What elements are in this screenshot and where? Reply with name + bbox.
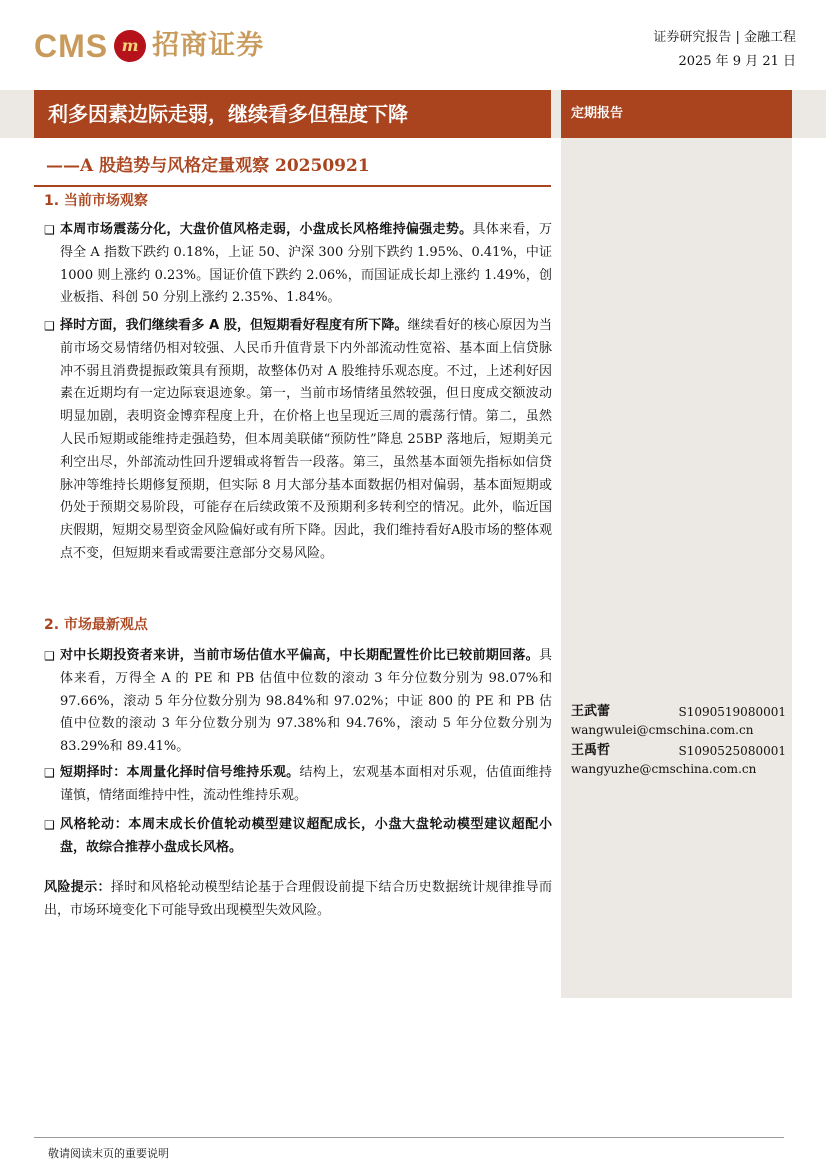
report-date: 2025 年 9 月 21 日 (678, 54, 796, 69)
bullet-body: 继续看好的核心原因为当前市场交易情绪仍相对较强、人民币升值背景下内外部流动性宽裕、基本面上信贷脉冲不弱且消费提振政策具有预期，故整体仍对 A 股维持乐观态度。不过，上述利好因素在近期均有一定边际衰退迹象。第一，当前市场情绪虽然较强，但日度成交额波动明显加剧，表明资金博弈程度上升，在价格上也呈现近三周的震荡行情。第二，虽然人民币短期或能维持走强趋势，但本周美联储“预防性”降息 25BP 落地后，短期美元利空出尽，外部流动性回升逻辑或将暂告一段落。第三，虽然基本面领先指标如信贷脉冲等维持长期修复预期，但实际 8 月大部分基本面数据仍相对偏弱，基本面短期或仍处于预期交易阶段，可能存在后续政策不及预期利多转利空的情况。此外，临近国庆假期，短期交易型资金风险偏好或有所下降。因此，我们维持看好A股市场的整体观点不变，但短期来看或需要注意部分交易风险。 (60, 318, 552, 561)
bullet-body: 具体来看，万得全 A 指数下跌约 0.18%，上证 50、沪深 300 分别下跌约 1.95%、0.41%，中证 1000 则上涨约 0.23%。国证价值下跌约 2.06%，而国证成长却上涨约 1.49%，创业板指、科创 50 分别上涨约 2.35%、1.84%。 (60, 222, 552, 306)
bullet-lead: 对中长期投资者来讲，当前市场估值水平偏高，中长期配置性价比已较前期回落。 (60, 648, 539, 663)
right-sidebar (561, 138, 792, 998)
bullet-lead-label: 风格轮动 (60, 817, 115, 832)
analyst-license: S1090525080001 (678, 744, 786, 758)
risk-label: 风险提示： (44, 880, 111, 895)
bullet-lead: 本周市场震荡分化，大盘价值风格走弱，小盘成长风格维持偏强走势。 (60, 222, 473, 237)
section-heading: 1. 当前市场观察 (44, 193, 148, 209)
risk-warning (44, 877, 552, 923)
analyst-card (571, 703, 786, 739)
logo-mark-icon: m (114, 30, 146, 62)
report-title: 利多因素边际走弱，继续看多但程度下降 (34, 90, 551, 138)
logo-company-name: 招商证券 (152, 30, 265, 61)
analyst-name: 王武蕾 (571, 704, 611, 719)
logo-cms-text: CMS (34, 28, 109, 64)
section2-bullet (44, 762, 552, 808)
checkbox-bullet-icon: ❑ (44, 319, 55, 333)
title-divider (34, 185, 551, 187)
section1-bullet (44, 219, 552, 310)
checkbox-bullet-icon: ❑ (44, 649, 55, 663)
bullet-lead: 短期择时：本周量化择时信号维持乐观。 (60, 765, 300, 780)
section2-bullet (44, 645, 552, 759)
checkbox-bullet-icon: ❑ (44, 766, 55, 780)
analyst-email[interactable]: wangwulei@cmschina.com.cn (571, 723, 754, 737)
section2-bullet (44, 814, 552, 860)
footer-divider (34, 1137, 784, 1138)
analyst-card (571, 742, 786, 778)
bullet-body: 具体来看，万得全 A 的 PE 和 PB 估值中位数的滚动 3 年分位数分别为 98.07%和 97.66%，滚动 5 年分位数分别为 98.84%和 97.02%；中证 800 的 PE 和 PB 估值中位数的滚动 3 年分位数分别为 97.38%和 94.76%，滚动 5 年分位数分别为 83.29%和 89.41%。 (60, 648, 552, 755)
section1-bullet (44, 315, 552, 566)
analyst-name: 王禹哲 (571, 743, 611, 758)
checkbox-bullet-icon: ❑ (44, 818, 55, 832)
bullet-lead: ：本周末成长价值轮动模型建议超配成长，小盘大盘轮动模型建议超配小盘，故综合推荐小盘成长风格。 (60, 817, 552, 855)
analyst-email[interactable]: wangyuzhe@cmschina.com.cn (571, 762, 757, 776)
risk-text: 择时和风格轮动模型结论基于合理假设前提下结合历史数据统计规律推导而出，市场环境变化下可能导致出现模型失效风险。 (44, 880, 552, 918)
section-heading: 2. 市场最新观点 (44, 617, 148, 633)
footer-note: 敬请阅读末页的重要说明 (48, 1147, 169, 1160)
checkbox-bullet-icon: ❑ (44, 223, 55, 237)
report-type-tag: 定期报告 (561, 90, 792, 138)
company-logo (34, 26, 264, 66)
report-category: 证券研究报告 | 金融工程 (653, 30, 796, 45)
header-meta (653, 26, 796, 74)
bullet-lead: 择时方面，我们继续看多 A 股，但短期看好程度有所下降。 (60, 318, 408, 333)
bullet-body: 结构上，宏观基本面相对乐观，估值面维持谨慎，情绪面维持中性，流动性维持乐观。 (60, 765, 552, 803)
analyst-license: S1090519080001 (678, 705, 786, 719)
report-subtitle: ——A 股趋势与风格定量观察 20250921 (46, 156, 370, 176)
title-band (0, 90, 826, 138)
